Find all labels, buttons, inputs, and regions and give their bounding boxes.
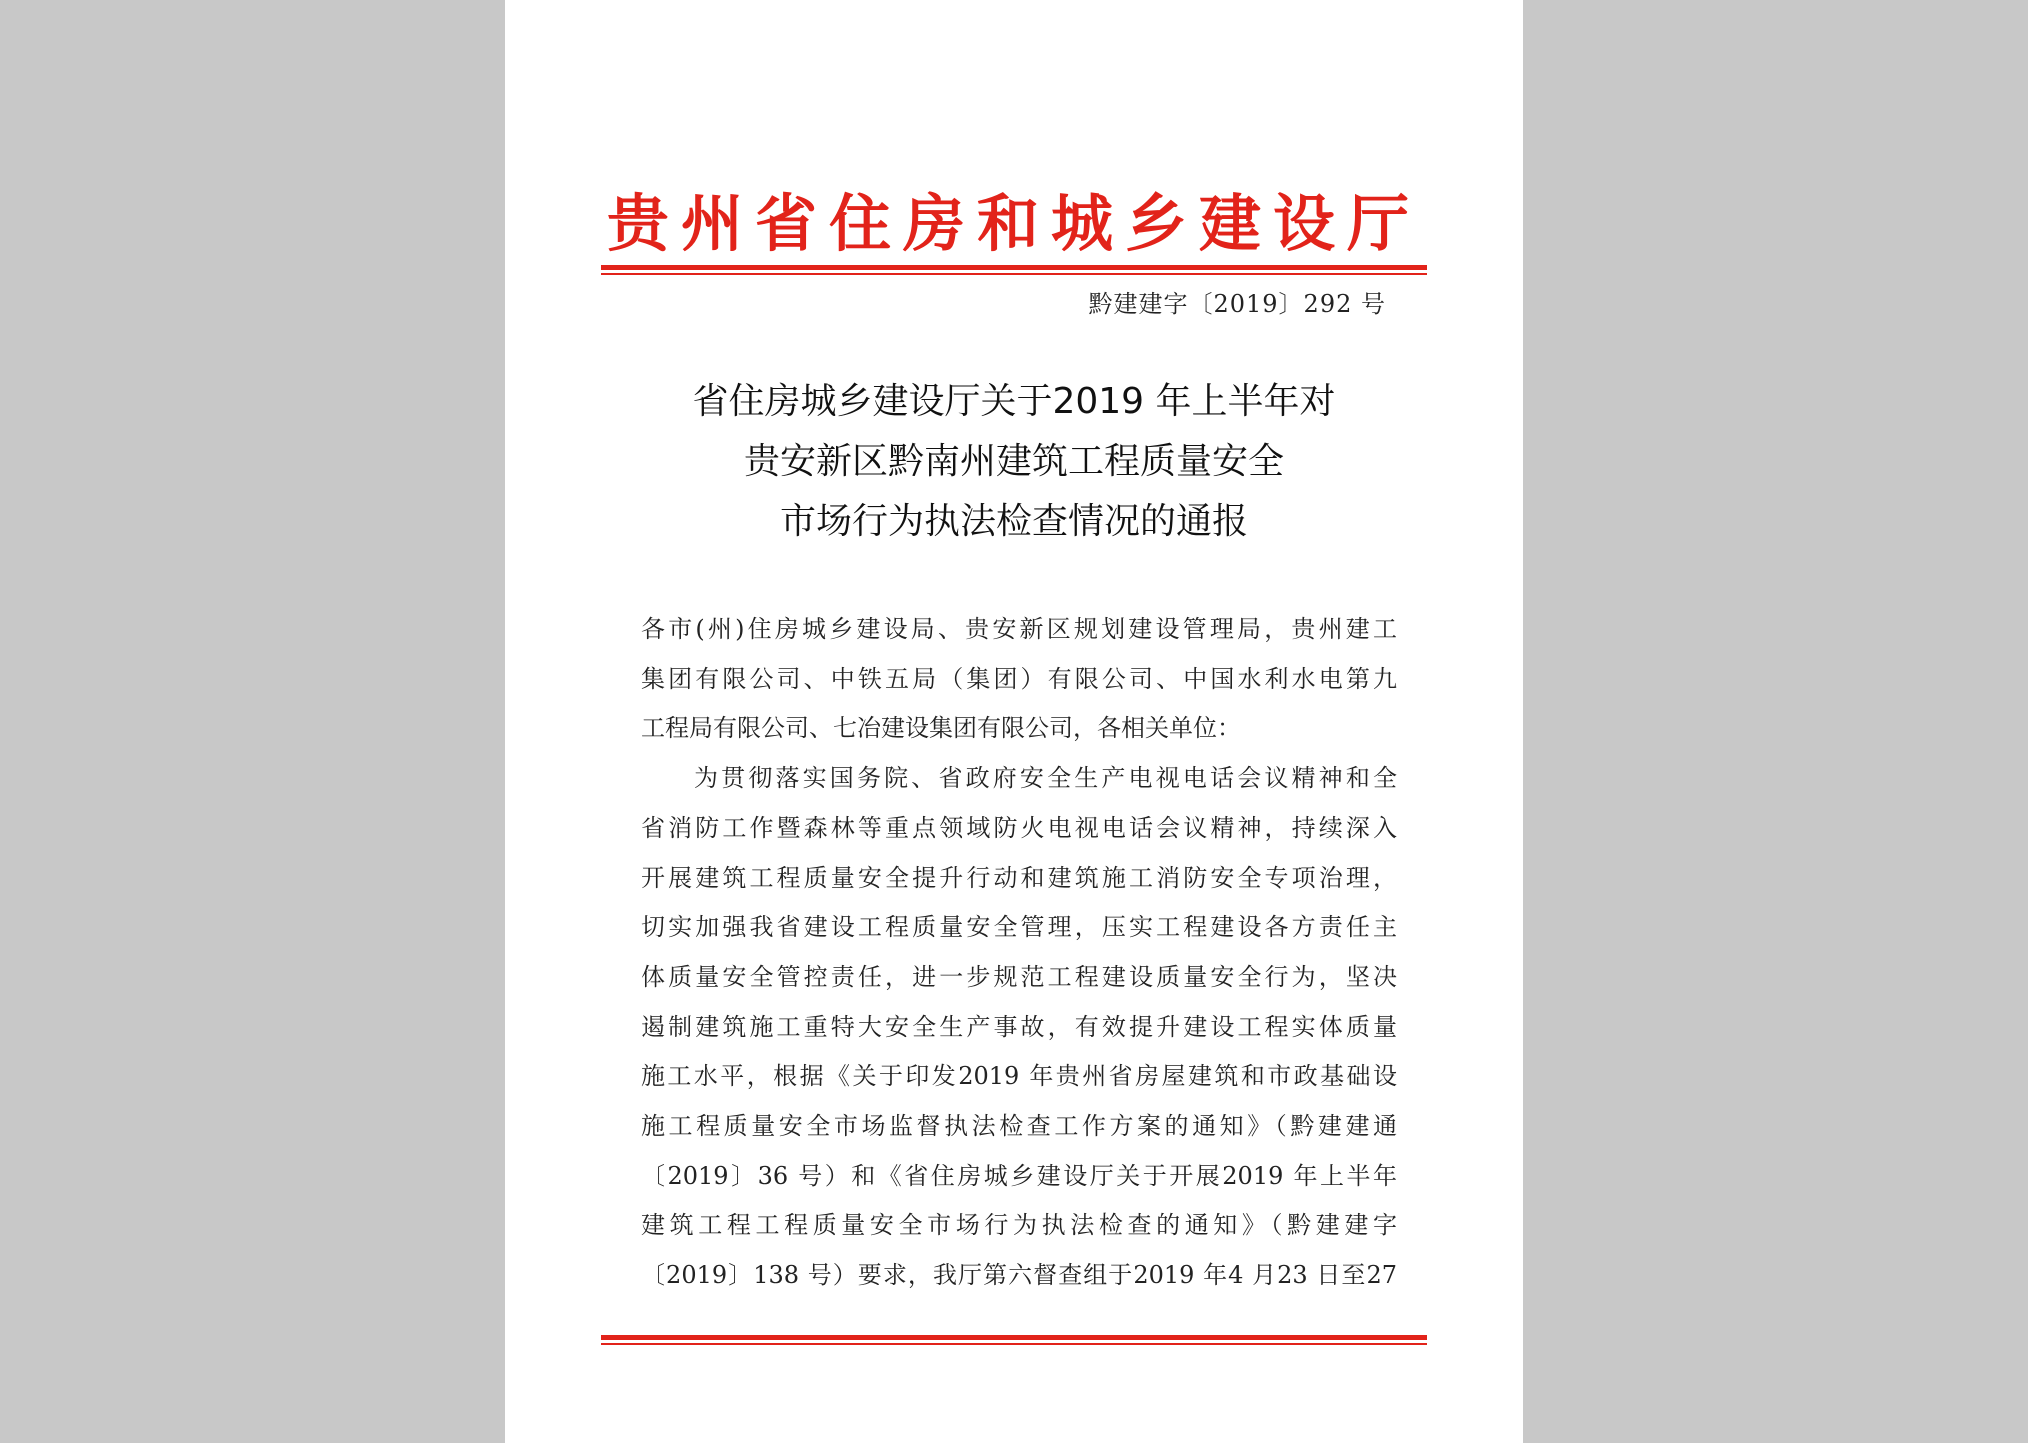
bottom-red-rule-thick [601,1335,1427,1340]
document-body [641,605,1397,1301]
paragraph-line: 遏制建筑施工重特大安全生产事故，有效提升建设工程实体质量 [641,1012,1397,1041]
issuer-heading: 贵州省住房和城乡建设厅 [606,187,1421,260]
document-page [505,0,1523,1443]
paragraph-line: 切实加强我省建设工程质量安全管理，压实工程建设各方责任主 [641,913,1397,942]
paragraph-line: 开展建筑工程质量安全提升行动和建筑施工消防安全专项治理， [641,863,1397,892]
paragraph-line: 〔2019〕138 号）要求，我厅第六督查组于2019 年4 月23 日至27 [641,1261,1397,1290]
paragraph-line: 为贯彻落实国务院、省政府安全生产电视电话会议精神和全 [694,764,1397,793]
paragraph-line: 建筑工程工程质量安全市场行为执法检查的通知》（黔建建字 [641,1211,1397,1240]
document-title [505,372,1523,552]
paragraph-line: 体质量安全管控责任，进一步规范工程建设质量安全行为，坚决 [641,962,1397,991]
top-red-rule-thick [601,265,1427,270]
address-line: 各市(州)住房城乡建设局、贵安新区规划建设管理局，贵州建工 [641,615,1397,643]
paragraph-line: 〔2019〕36 号）和《省住房城乡建设厅关于开展2019 年上半年 [641,1161,1397,1190]
paragraph-line: 施工水平，根据《关于印发2019 年贵州省房屋建筑和市政基础设 [641,1062,1397,1091]
top-red-rule-thin [601,273,1427,275]
bottom-red-rule-thin [601,1343,1427,1345]
title-line: 省住房城乡建设厅关于2019 年上半年对 [692,381,1336,422]
paragraph-line: 省消防工作暨森林等重点领域防火电视电话会议精神，持续深入 [641,813,1397,842]
title-line: 市场行为执法检查情况的通报 [779,501,1248,542]
paragraph-line: 施工程质量安全市场监督执法检查工作方案的通知》（黔建建通 [641,1112,1397,1141]
address-line: 工程局有限公司、七冶建设集团有限公司，各相关单位： [641,714,1241,743]
title-line: 贵安新区黔南州建筑工程质量安全 [743,441,1284,482]
document-number: 黔建建字〔2019〕292 号 [1088,290,1386,318]
address-line: 集团有限公司、中铁五局（集团）有限公司、中国水利水电第九 [641,664,1397,693]
